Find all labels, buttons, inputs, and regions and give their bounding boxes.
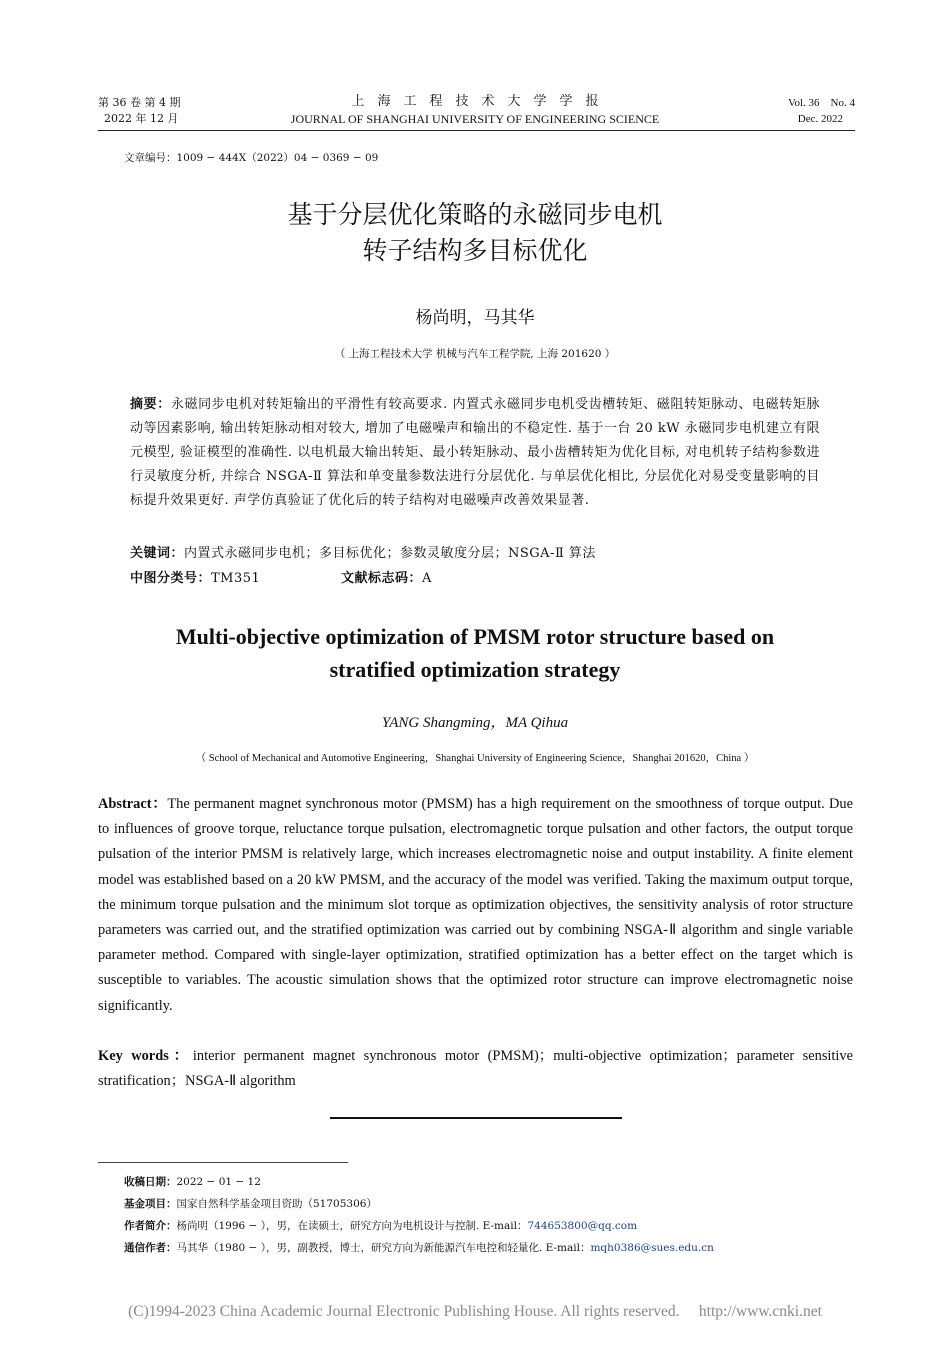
abstract-en-label: Abstract： xyxy=(98,796,168,812)
footnote-corresponding xyxy=(124,1237,824,1259)
clc-value: TM351 xyxy=(211,571,261,586)
affiliation-en: （ School of Mechanical and Automotive Engineering，Shanghai University of Engineering Science，Shanghai 201620，China ） xyxy=(195,753,755,764)
header-vol-no: Vol. 36 No. 4 xyxy=(787,97,855,109)
title-cn xyxy=(0,197,950,269)
classification xyxy=(130,567,820,591)
corr-email-link[interactable]: mqh0386@sues.edu.cn xyxy=(590,1242,714,1254)
keywords-en-text: interior permanent magnet synchronous motor (PMSM)；multi-objective optimization；parameter sensitive stratification；NSGA-Ⅱ algorithm xyxy=(98,1048,854,1090)
fund-value: 国家自然科学基金项目资助（51705306） xyxy=(176,1198,377,1210)
received-label: 收稿日期： xyxy=(124,1176,177,1188)
footnote-author xyxy=(124,1215,824,1237)
journal-name-cn: 上 海 工 程 技 术 大 学 学 报 xyxy=(351,94,599,109)
footnote-fund xyxy=(124,1193,824,1215)
abstract-cn-label: 摘要： xyxy=(130,397,171,412)
keywords-cn-label: 关键词： xyxy=(130,546,185,561)
keywords-en xyxy=(98,1044,853,1094)
author-bio-label: 作者简介： xyxy=(124,1220,177,1232)
keywords-en-label: Key words： xyxy=(98,1048,193,1064)
footnote-rule xyxy=(98,1162,348,1163)
header-issue: 第 36 卷 第 4 期 xyxy=(98,96,181,109)
journal-name-en: JOURNAL OF SHANGHAI UNIVERSITY OF ENGINEERING SCIENCE xyxy=(290,112,660,126)
header-journal xyxy=(250,93,700,127)
corr-author-label: 通信作者： xyxy=(124,1242,177,1254)
copyright-notice: (C)1994-2023 China Academic Journal Electronic Publishing House. All rights reserved. http://www.cnki.net xyxy=(128,1303,822,1320)
header-volume xyxy=(98,95,180,127)
clc-label: 中图分类号： xyxy=(130,571,212,586)
authors-en: YANG Shangming，MA Qihua xyxy=(381,715,569,731)
doc-code-value: A xyxy=(422,571,432,586)
abstract-cn xyxy=(130,393,820,513)
keywords-cn-text: 内置式永磁同步电机；多目标优化；参数灵敏度分层；NSGA-Ⅱ 算法 xyxy=(184,546,596,561)
article-number: 文章编号：1009 − 444X（2022）04 − 0369 − 09 xyxy=(124,152,379,164)
title-en-line2: stratified optimization strategy xyxy=(329,657,621,682)
title-en-line1: Multi-objective optimization of PMSM rotor structure based on xyxy=(175,624,775,649)
authors-cn: 杨尚明，马其华 xyxy=(415,308,535,328)
title-cn-line2: 转子结构多目标优化 xyxy=(362,236,588,265)
doc-code-label: 文献标志码： xyxy=(341,571,423,586)
abstract-en-text: The permanent magnet synchronous motor (PMSM) has a high requirement on the smoothness of torque output. Due to influences of groove torque, reluctance torque pulsation, electromagnetic torque pulsation and other factors, the output torque pulsation of the interior PMSM is relatively large, which increases electromagnetic noise and output instability. A finite element model was established based on a 20 kW PMSM, and the accuracy of the model was verified. Taking the maximum output torque, the minimum torque pulsation and the minimum slot torque as optimization objectives, the sensitivity analysis of rotor structure parameters was carried out, and the stratified optimization was carried out by combining NSGA-Ⅱ algorithm and single variable parameter method. Compared with single-layer optimization, stratified optimization has a better effect on the target which is susceptible to variables. The acoustic simulation shows that the optimized rotor structure can improve electromagnetic noise significantly. xyxy=(98,796,853,1014)
section-divider xyxy=(330,1117,622,1119)
title-cn-line1: 基于分层优化策略的永磁同步电机 xyxy=(287,200,663,229)
affiliation-cn: （ 上海工程技术大学 机械与汽车工程学院, 上海 201620 ） xyxy=(334,348,616,360)
footnote-received xyxy=(124,1171,824,1193)
keywords-cn xyxy=(130,542,820,566)
fund-label: 基金项目： xyxy=(124,1198,177,1210)
corr-author-bio: 马其华（1980 − ），男，副教授，博士，研究方向为新能源汽车电控和轻量化. E-mail： xyxy=(176,1242,591,1254)
header-vol-en xyxy=(760,95,855,127)
header-date: 2022 年 12 月 xyxy=(104,112,179,125)
header-month: Dec. 2022 xyxy=(797,113,843,125)
author-email-link[interactable]: 744653800@qq.com xyxy=(527,1220,638,1232)
received-date: 2022 − 01 − 12 xyxy=(176,1176,261,1188)
abstract-en xyxy=(98,792,853,1019)
author-bio: 杨尚明（1996 − ），男，在读硕士，研究方向为电机设计与控制. E-mail： xyxy=(176,1220,528,1232)
header-rule xyxy=(98,130,855,131)
abstract-cn-text: 永磁同步电机对转矩输出的平滑性有较高要求. 内置式永磁同步电机受齿槽转矩、磁阻转矩脉动、电磁转矩脉动等因素影响, 输出转矩脉动相对较大, 增加了电磁噪声和输出的不稳定性. 基于一台 20 kW 永磁同步电机建立有限元模型, 验证模型的准确性. 以电机最大输出转矩、最小转矩脉动、最小齿槽转矩为优化目标, 对电机转子结构参数进行灵敏度分析, 并综合 NSGA-Ⅱ 算法和单变量参数法进行分层优化. 与单层优化相比, 分层优化对易受变量影响的目标提升效果更好. 声学仿真验证了优化后的转子结构对电磁噪声改善效果显著. xyxy=(130,397,820,508)
title-en xyxy=(0,620,950,686)
footnotes xyxy=(124,1171,824,1259)
